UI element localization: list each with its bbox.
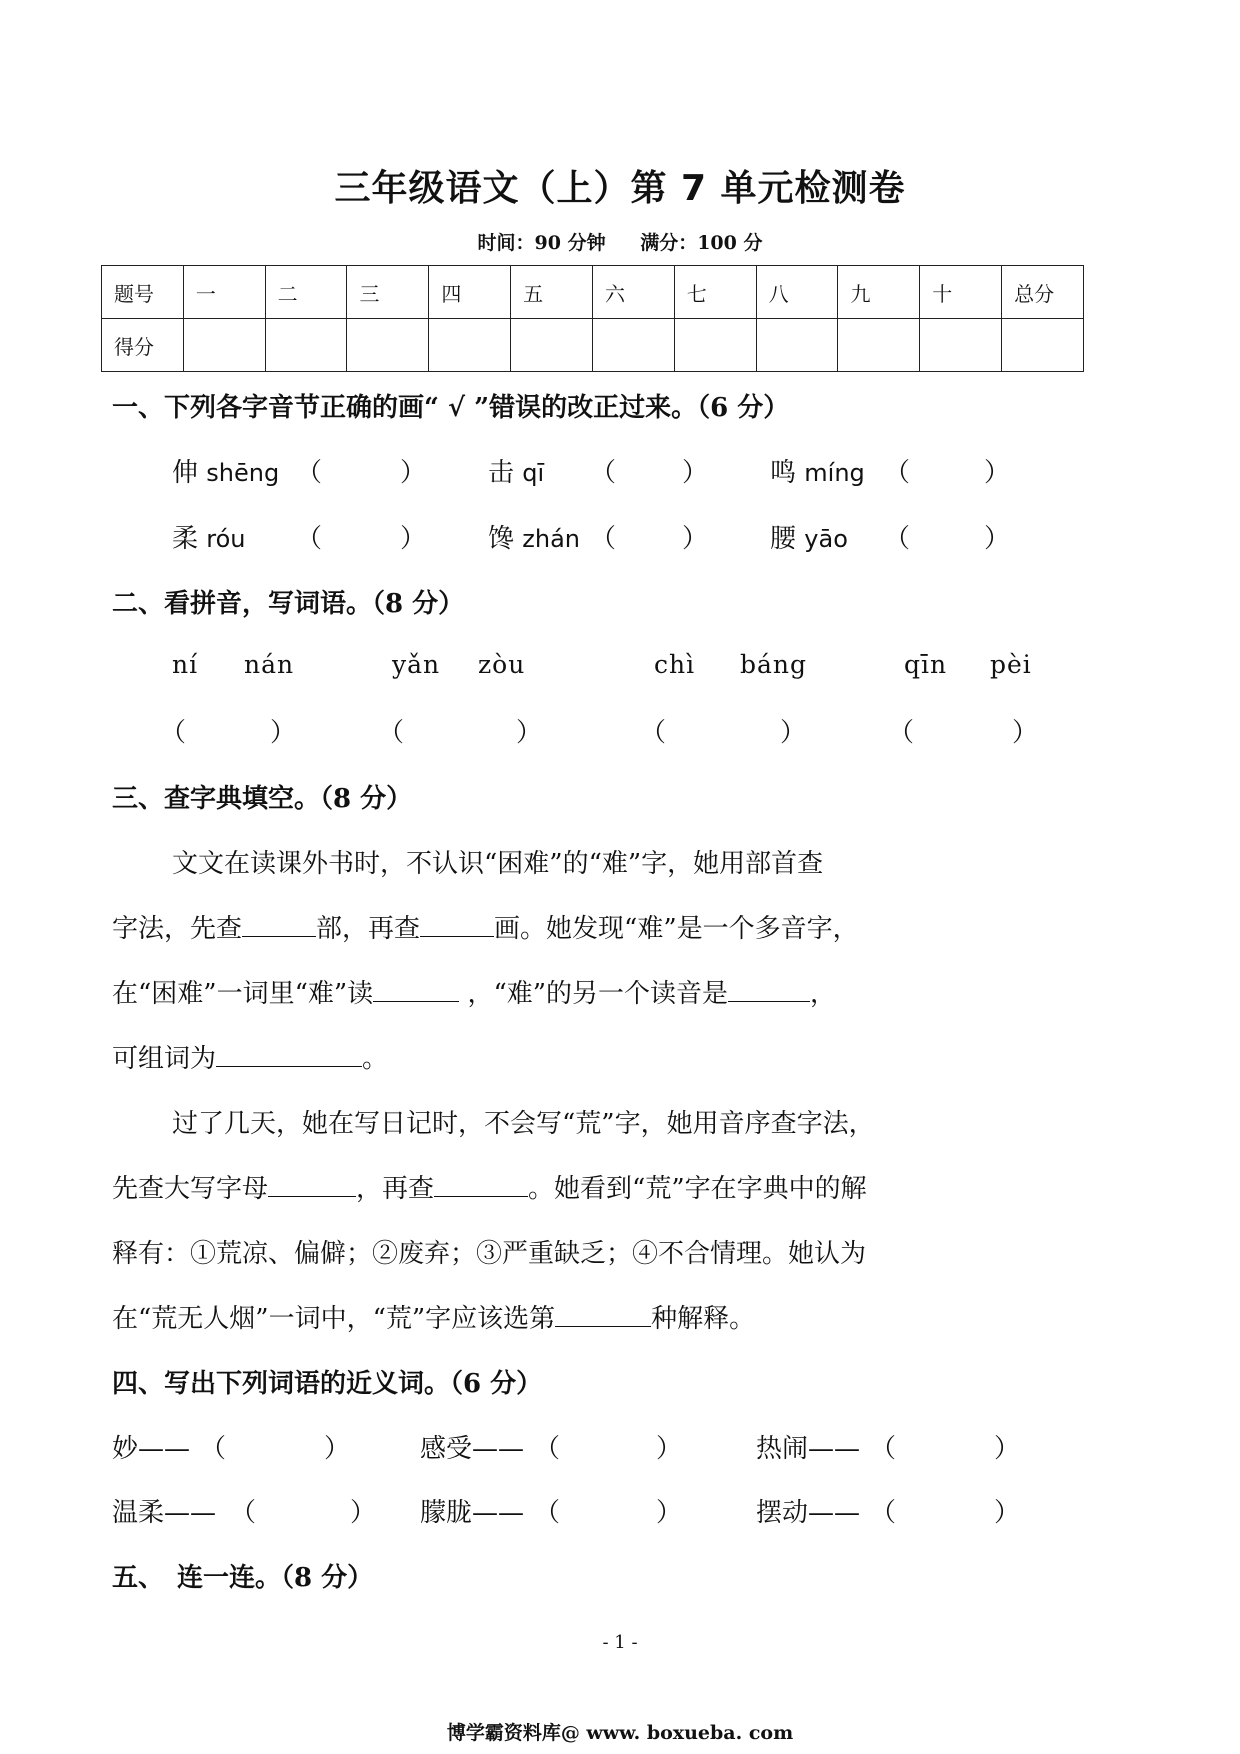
- section-3-heading: 三、查字典填空。（8 分）: [112, 784, 413, 814]
- score-cell[interactable]: [838, 319, 920, 372]
- s1-answer-paren-close: ）: [984, 458, 1011, 488]
- s1-pinyin: qī: [522, 459, 545, 487]
- s1-pinyin: zhán: [522, 525, 581, 553]
- s1-answer-paren-close: ）: [682, 458, 709, 488]
- s1-item: [172, 518, 246, 555]
- score-cell[interactable]: [511, 319, 593, 372]
- score-cell[interactable]: [183, 319, 265, 372]
- s2-answer-paren-close: ）: [780, 718, 807, 748]
- section-2-heading: 二、看拼音，写词语。（8 分）: [112, 589, 465, 619]
- s2-answer-paren[interactable]: （: [888, 718, 915, 748]
- s1-answer-paren[interactable]: （: [884, 458, 911, 488]
- s1-answer-paren-close: ）: [984, 524, 1011, 554]
- s1-answer-paren[interactable]: （: [296, 458, 323, 488]
- s2-answer-paren-close: ）: [270, 718, 297, 748]
- s2-answer-paren-close: ）: [1012, 718, 1039, 748]
- s1-pinyin: míng: [804, 459, 865, 487]
- s4-answer-paren[interactable]: （: [230, 1498, 257, 1528]
- s2-pinyin: nán: [244, 650, 295, 679]
- s1-char: 鸣: [770, 458, 797, 488]
- score-table-header-cell: 二: [265, 266, 347, 319]
- s2-pinyin: chì: [654, 650, 696, 679]
- score-table-header-cell: 题号: [102, 266, 184, 319]
- s1-pinyin: yāo: [804, 525, 848, 553]
- page-title: 三年级语文（上）第 7 单元检测卷: [334, 168, 906, 209]
- s3-text: 可组词为: [112, 1044, 217, 1074]
- s3-text: 在“困难”一词里“难”读: [112, 979, 374, 1009]
- score-table-header-cell: 四: [429, 266, 511, 319]
- s3-blank-word[interactable]: [216, 1040, 362, 1067]
- score-cell[interactable]: [756, 319, 838, 372]
- section-5-heading: 五、 连一连。（8 分）: [112, 1563, 374, 1593]
- score-table-header-cell: 三: [347, 266, 429, 319]
- s3-blank-radical[interactable]: [242, 910, 316, 937]
- s3-text: 。她看到“荒”字在字典中的解: [528, 1174, 867, 1204]
- s3-blank-capital-letter[interactable]: [268, 1170, 356, 1197]
- s4-answer-paren[interactable]: （: [870, 1498, 897, 1528]
- score-cell[interactable]: [592, 319, 674, 372]
- section-4-heading: 四、写出下列词语的近义词。（6 分）: [112, 1369, 543, 1399]
- s3-text: 。: [362, 1044, 389, 1074]
- s4-answer-paren[interactable]: （: [534, 1434, 561, 1464]
- s3-p1-line1: 文文在读课外书时，不认识“困难”的“难”字，她用部首查: [172, 849, 824, 879]
- s2-pinyin: qīn: [904, 650, 948, 679]
- exam-time: 时间：90 分钟: [477, 232, 606, 254]
- s4-answer-paren-close: ）: [994, 1498, 1021, 1528]
- page-number: - 1 -: [602, 1632, 638, 1653]
- s2-pinyin: báng: [740, 650, 808, 679]
- s4-word: 朦胧——: [420, 1498, 525, 1528]
- s1-item: [770, 518, 848, 555]
- s2-answer-paren[interactable]: （: [160, 718, 187, 748]
- score-table-header-cell: 十: [920, 266, 1002, 319]
- score-table-header-cell: 一: [183, 266, 265, 319]
- score-cell[interactable]: [920, 319, 1002, 372]
- s2-answer-paren-close: ）: [516, 718, 543, 748]
- score-row-label: 得分: [102, 319, 184, 372]
- s1-item: [488, 518, 580, 555]
- exam-full-score: 满分：100 分: [640, 232, 763, 254]
- score-cell[interactable]: [674, 319, 756, 372]
- s1-item: [770, 452, 865, 489]
- s2-pinyin: ní: [172, 650, 199, 679]
- s3-p1-line3: [112, 973, 836, 1010]
- s2-answer-paren[interactable]: （: [378, 718, 405, 748]
- s1-char: 腰: [770, 524, 797, 554]
- s3-p1-line4: [112, 1038, 388, 1075]
- s1-answer-paren-close: ）: [682, 524, 709, 554]
- score-table: [101, 265, 1084, 372]
- s1-answer-paren-close: ）: [400, 524, 427, 554]
- s3-p2-line2: [112, 1168, 867, 1205]
- s3-text: 部，再查: [316, 914, 421, 944]
- s3-blank-strokes[interactable]: [420, 910, 494, 937]
- s2-pinyin: pèi: [990, 650, 1032, 679]
- s4-word: 热闹——: [756, 1434, 861, 1464]
- s3-text: 画。她发现“难”是一个多音字，: [494, 914, 859, 944]
- s3-blank-other-reading[interactable]: [728, 975, 810, 1002]
- score-table-header-cell: 八: [756, 266, 838, 319]
- s3-p2-line1: 过了几天，她在写日记时，不会写“荒”字，她用音序查字法，: [172, 1109, 875, 1139]
- s1-char: 伸: [172, 458, 199, 488]
- score-table-header-cell: 九: [838, 266, 920, 319]
- s3-text: ，“难”的另一个读音是: [467, 979, 729, 1009]
- s1-answer-paren[interactable]: （: [590, 524, 617, 554]
- section-1-heading: 一、下列各字音节正确的画“ √ ”错误的改正过来。（6 分）: [112, 393, 790, 423]
- s1-item: [488, 452, 544, 489]
- s4-answer-paren-close: ）: [656, 1498, 683, 1528]
- s1-char: 馋: [488, 524, 515, 554]
- s1-pinyin: shēng: [206, 459, 280, 487]
- s3-text: 在“荒无人烟”一词中，“荒”字应该选第: [112, 1304, 556, 1334]
- s1-char: 击: [488, 458, 515, 488]
- score-cell[interactable]: [1002, 319, 1084, 372]
- s3-text: ，: [810, 979, 837, 1009]
- s2-pinyin: yǎn: [392, 650, 441, 679]
- s3-blank-meaning-number[interactable]: [555, 1300, 651, 1327]
- s4-word: 妙——: [112, 1434, 191, 1464]
- s4-answer-paren-close: ）: [656, 1434, 683, 1464]
- score-table-header-cell: 七: [674, 266, 756, 319]
- s1-answer-paren[interactable]: （: [884, 524, 911, 554]
- score-table-header-cell: 五: [511, 266, 593, 319]
- score-table-score-row: [102, 319, 1084, 372]
- s1-answer-paren[interactable]: （: [590, 458, 617, 488]
- s4-answer-paren[interactable]: （: [200, 1434, 227, 1464]
- s4-answer-paren-close: ）: [324, 1434, 351, 1464]
- score-cell[interactable]: [265, 319, 347, 372]
- s1-answer-paren-close: ）: [400, 458, 427, 488]
- s4-word: 温柔——: [112, 1498, 217, 1528]
- s3-blank-syllable[interactable]: [434, 1170, 528, 1197]
- s2-pinyin: zòu: [478, 650, 526, 679]
- score-cell[interactable]: [347, 319, 429, 372]
- s3-text: 先查大写字母: [112, 1174, 269, 1204]
- s4-word: 摆动——: [756, 1498, 861, 1528]
- s3-blank-reading[interactable]: [373, 975, 459, 1002]
- score-table-header-row: [102, 266, 1084, 319]
- s1-pinyin: róu: [206, 525, 246, 553]
- s4-answer-paren[interactable]: （: [870, 1434, 897, 1464]
- s3-p2-line4: [112, 1298, 755, 1335]
- s4-answer-paren-close: ）: [994, 1434, 1021, 1464]
- s3-text: 字法，先查: [112, 914, 243, 944]
- exam-meta: [0, 228, 1240, 255]
- s3-text: 种解释。: [651, 1304, 756, 1334]
- score-table-header-cell: 六: [592, 266, 674, 319]
- score-table-header-cell: 总分: [1002, 266, 1084, 319]
- s3-p2-line3: 释有：①荒凉、偏僻；②废弃；③严重缺乏；④不合情理。她认为: [112, 1239, 867, 1269]
- score-cell[interactable]: [429, 319, 511, 372]
- footer-watermark: 博学霸资料库@ www. boxueba. com: [446, 1722, 794, 1744]
- s3-text: ，再查: [356, 1174, 435, 1204]
- s3-p1-line2: [112, 908, 859, 945]
- s1-item: [172, 452, 279, 489]
- s4-answer-paren[interactable]: （: [534, 1498, 561, 1528]
- s1-char: 柔: [172, 524, 199, 554]
- s1-answer-paren[interactable]: （: [296, 524, 323, 554]
- s2-answer-paren[interactable]: （: [640, 718, 667, 748]
- s4-word: 感受——: [420, 1434, 525, 1464]
- s4-answer-paren-close: ）: [350, 1498, 377, 1528]
